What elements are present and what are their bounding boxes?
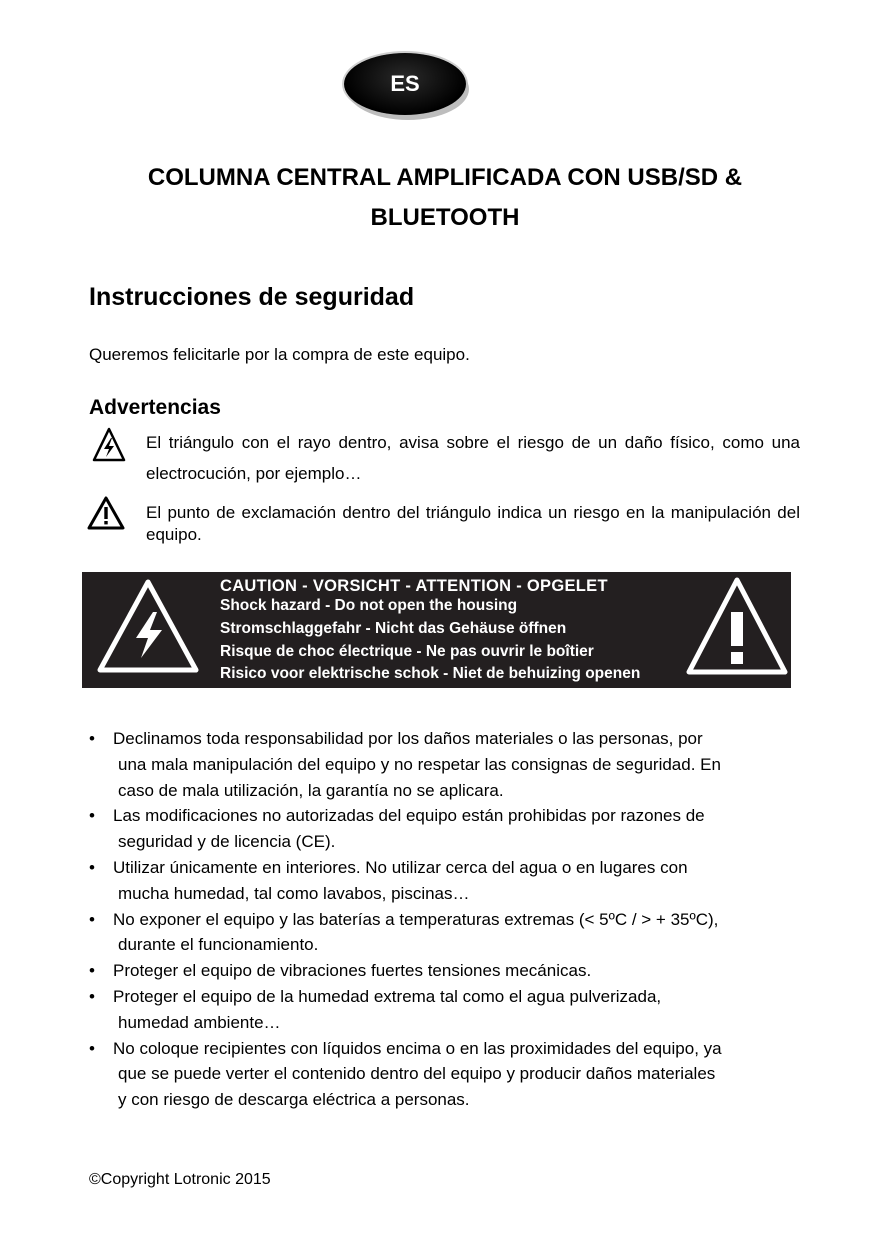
intro-text: Queremos felicitarle por la compra de este equipo. [89, 345, 470, 364]
warning-text-exclamation: El punto de exclamación dentro del triángulo indica un riesgo en la manipulación del equipo. [146, 503, 800, 544]
list-item-line: seguridad y de licencia (CE). [118, 832, 336, 852]
list-item [89, 984, 801, 1036]
caution-line-0: CAUTION - VORSICHT - ATTENTION - OPGELET [220, 577, 608, 595]
language-badge: ES [344, 53, 466, 115]
caution-line-1: Shock hazard - Do not open the housing [220, 597, 518, 614]
list-item [89, 803, 801, 855]
exclamation-triangle-icon [87, 496, 125, 530]
warning-text-lightning: El triángulo con el rayo dentro, avisa sobre el riesgo de un daño físico, como una electrocución, por ejemplo… [146, 433, 800, 483]
list-item-line: que se puede verter el contenido dentro del equipo y producir daños materiales [118, 1064, 716, 1084]
list-item [89, 1036, 801, 1113]
list-item-line: caso de mala utilización, la garantía no se aplicara. [118, 780, 504, 800]
list-item-line: durante el funcionamiento. [118, 935, 319, 955]
list-item [89, 958, 801, 984]
list-item-line: • Utilizar únicamente en interiores. No utilizar cerca del agua o en lugares con [113, 857, 688, 877]
exclamation-hazard-icon [685, 576, 789, 676]
caution-line-2: Stromschlaggefahr - Nicht das Gehäuse öffnen [220, 620, 567, 637]
list-item-line: • No coloque recipientes con líquidos encima o en las proximidades del equipo, ya [113, 1038, 722, 1058]
copyright-footer: ©Copyright Lotronic 2015 [89, 1171, 271, 1188]
list-item-line: • Proteger el equipo de vibraciones fuertes tensiones mecánicas. [113, 961, 592, 981]
caution-label [82, 572, 791, 688]
list-item [89, 907, 801, 959]
list-item [89, 855, 801, 907]
list-item-line: • Las modificaciones no autorizadas del equipo están prohibidas por razones de [113, 806, 705, 826]
list-item-line: • Declinamos toda responsabilidad por los daños materiales o las personas, por [113, 729, 703, 748]
title-line-2: BLUETOOTH [370, 204, 520, 231]
warnings-heading: Advertencias [89, 396, 221, 419]
safety-bullet-list [89, 726, 801, 1113]
title-line-1: COLUMNA CENTRAL AMPLIFICADA CON USB/SD & [147, 164, 743, 191]
list-item [89, 726, 801, 803]
list-item-line: y con riesgo de descarga eléctrica a personas. [118, 1090, 470, 1110]
caution-line-3: Risque de choc électrique - Ne pas ouvrir le boîtier [220, 643, 594, 660]
safety-heading: Instrucciones de seguridad [89, 283, 415, 311]
list-item-line: humedad ambiente… [118, 1012, 281, 1032]
lightning-triangle-icon [92, 427, 126, 463]
list-item-line: • Proteger el equipo de la humedad extrema tal como el agua pulverizada, [113, 986, 662, 1006]
shock-hazard-icon [96, 578, 200, 674]
caution-line-4: Risico voor elektrische schok - Niet de behuizing openen [220, 665, 641, 682]
page-title [60, 158, 830, 238]
list-item-line: una mala manipulación del equipo y no respetar las consignas de seguridad. En [118, 754, 721, 774]
list-item-line: • No exponer el equipo y las baterías a temperaturas extremas (< 5ºC / > + 35ºC), [113, 909, 719, 929]
list-item-line: mucha humedad, tal como lavabos, piscinas… [118, 883, 470, 903]
